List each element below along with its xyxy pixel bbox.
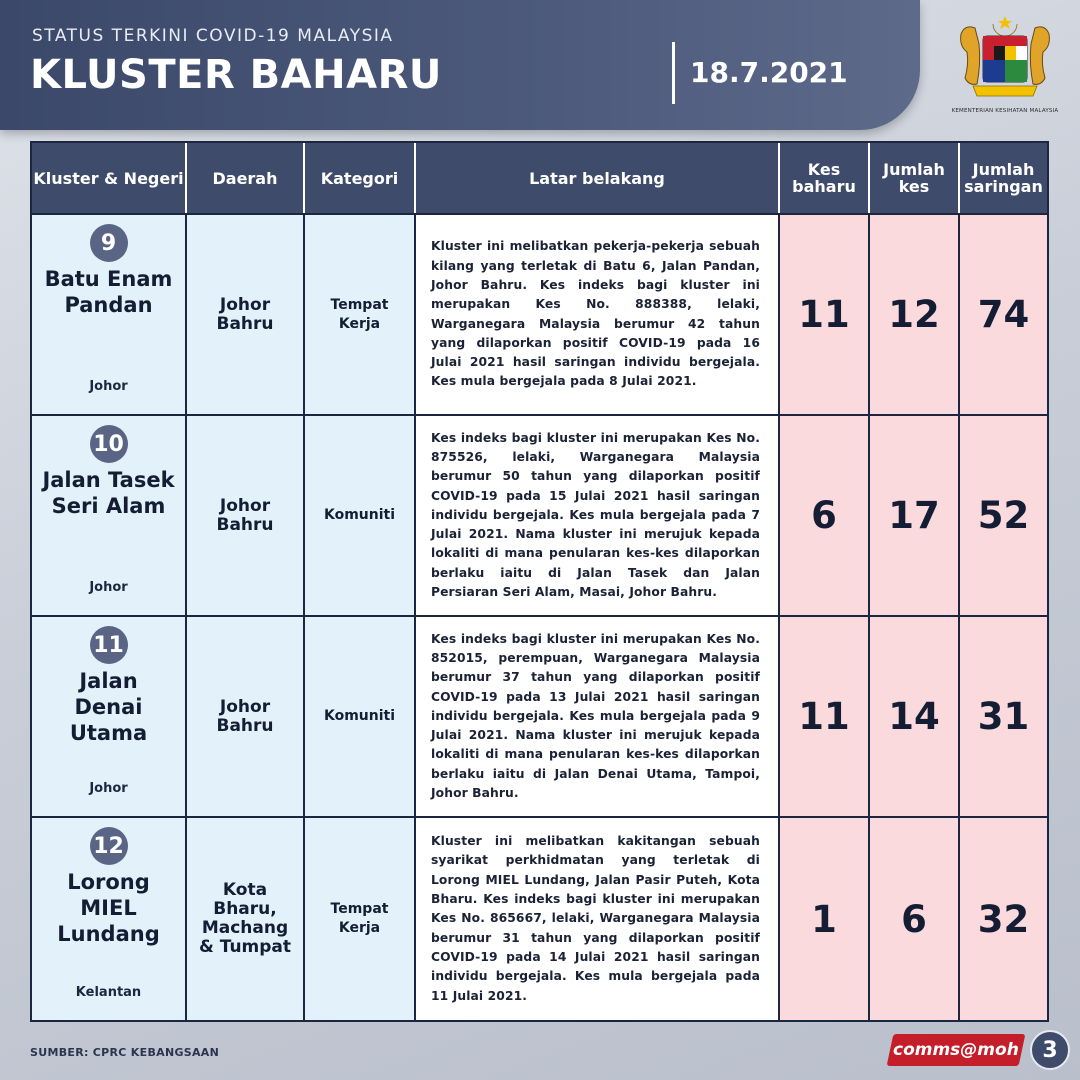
category-cell [305, 215, 416, 414]
total-screened-value: 52 [977, 494, 1030, 537]
background-cell [416, 617, 780, 816]
total-cases-value: 14 [888, 695, 940, 738]
state-name: Johor [89, 781, 128, 796]
background-cell [416, 818, 780, 1020]
district-name: Kota Bharu, Machang & Tumpat [198, 880, 292, 957]
cluster-cell [32, 416, 187, 615]
cluster-name: Batu Enam Pandan [44, 267, 173, 317]
cluster-table [30, 141, 1049, 1022]
state-name: Johor [89, 379, 128, 394]
header-banner [0, 0, 920, 130]
page-number: 3 [1030, 1030, 1070, 1070]
cluster-cell [32, 215, 187, 414]
cluster-name: Jalan Denai Utama [69, 669, 148, 745]
background-text: Kluster ini melibatkan pekerja-pekerja sebuah kilang yang terletak di Batu 6, Jalan Pandan, Johor Bahru. Kes indeks bagi kluster ini merupakan Kes No. 888388, lelaki, Warganegara Malaysia berumur 42 tahun yang dilaporkan positif COVID-19 pada 16 Julai 2021 hasil saringan individu bergejala. Kes mula bergejala pada 8 Julai 2021. [431, 239, 760, 389]
new-cases-value: 6 [811, 494, 837, 537]
table-header [32, 143, 1047, 213]
new-cases-value: 11 [798, 293, 850, 336]
background-text: Kluster ini melibatkan kakitangan sebuah syarikat perkhidmatan yang terletak di Lorong MIEL Lundang, Jalan Pasir Puteh, Kota Bharu. Kes indeks bagi kluster ini merupakan Kes No. 865667, lelaki, Warganegara Malaysia berumur 31 tahun yang dilaporkan positif COVID-19 pada 14 Julai 2021 hasil saringan individu bergejala. Kes mula bergejala pada 11 Julai 2021. [431, 834, 760, 1003]
header-subtitle: STATUS TERKINI COVID-19 MALAYSIA [32, 26, 394, 46]
new-cases-cell [780, 215, 870, 414]
cluster-number-badge: 11 [90, 626, 128, 664]
table-row [32, 213, 1047, 414]
cluster-name: Lorong MIEL Lundang [57, 870, 160, 946]
new-cases-cell [780, 416, 870, 615]
column-header-category: Kategori [305, 143, 416, 213]
column-header-total-cases: Jumlah kes [870, 143, 960, 213]
category-name: Tempat Kerja [330, 901, 389, 936]
ministry-crest [945, 14, 1065, 124]
district-name: Johor Bahru [216, 696, 274, 736]
total-screened-cell [960, 617, 1047, 816]
background-cell [416, 215, 780, 414]
background-cell [416, 416, 780, 615]
total-cases-cell [870, 818, 960, 1020]
source-credit: SUMBER: CPRC KEBANGSAAN [30, 1046, 220, 1059]
report-date: 18.7.2021 [690, 56, 848, 89]
coat-of-arms-icon [955, 14, 1055, 106]
category-name: Komuniti [323, 507, 396, 523]
new-cases-value: 11 [798, 695, 850, 738]
category-name: Komuniti [323, 708, 396, 724]
total-cases-cell [870, 215, 960, 414]
category-cell [305, 617, 416, 816]
total-cases-cell [870, 617, 960, 816]
district-cell [187, 215, 305, 414]
total-cases-value: 6 [901, 897, 927, 941]
table-row [32, 615, 1047, 816]
column-header-district: Daerah [187, 143, 305, 213]
district-cell [187, 617, 305, 816]
total-screened-value: 31 [977, 695, 1030, 738]
total-screened-cell [960, 416, 1047, 615]
page-title: KLUSTER BAHARU [30, 52, 442, 98]
column-header-total-screened: Jumlah saringan [964, 160, 1043, 196]
cluster-number-badge: 10 [90, 425, 128, 463]
category-cell [305, 818, 416, 1020]
district-cell [187, 818, 305, 1020]
state-name: Kelantan [75, 985, 142, 1000]
ministry-label: KEMENTERIAN KESIHATAN MALAYSIA [951, 108, 1059, 114]
cluster-cell [32, 617, 187, 816]
state-name: Johor [89, 580, 128, 595]
district-cell [187, 416, 305, 615]
header-divider [672, 42, 675, 104]
total-cases-value: 12 [888, 293, 940, 336]
total-screened-value: 32 [977, 897, 1030, 941]
total-cases-cell [870, 416, 960, 615]
cluster-number-badge: 9 [90, 224, 128, 262]
brand-label: comms@moh [893, 1040, 1019, 1060]
category-name: Tempat Kerja [330, 296, 389, 332]
category-cell [305, 416, 416, 615]
cluster-number-badge: 12 [90, 827, 128, 865]
background-text: Kes indeks bagi kluster ini merupakan Kes No. 852015, perempuan, Warganegara Malaysia berumur 37 tahun yang dilaporkan positif COVID-19 pada 13 Julai 2021 hasil saringan individu bergejala. Kes mula bergejala pada 9 Julai 2021. Nama kluster ini merujuk kepada lokaliti di mana penularan kes-kes dilaporkan berlaku iaitu di Jalan Denai Utama, Tampoi, Johor Bahru. [431, 631, 760, 801]
brand-badge [887, 1034, 1026, 1066]
district-name: Johor Bahru [216, 294, 274, 334]
new-cases-cell [780, 818, 870, 1020]
total-screened-cell [960, 818, 1047, 1020]
cluster-name: Jalan Tasek Seri Alam [42, 468, 175, 518]
total-screened-cell [960, 215, 1047, 414]
column-header-new-cases: Kes baharu [780, 143, 870, 213]
total-cases-value: 17 [888, 494, 940, 537]
district-name: Johor Bahru [216, 495, 274, 535]
background-text: Kes indeks bagi kluster ini merupakan Kes No. 875526, lelaki, Warganegara Malaysia berumur 50 tahun yang dilaporkan positif COVID-19 pada 15 Julai 2021 hasil saringan individu bergejala. Kes mula bergejala pada 7 Julai 2021. Nama kluster ini merujuk kepada lokaliti di mana penularan kes-kes dilaporkan berlaku iaitu di Jalan Tasek dan Jalan Persiaran Seri Alam, Masai, Johor Bahru. [431, 430, 760, 600]
new-cases-cell [780, 617, 870, 816]
table-row [32, 414, 1047, 615]
column-header-background: Latar belakang [416, 143, 780, 213]
cluster-cell [32, 818, 187, 1020]
total-screened-value: 74 [977, 293, 1030, 336]
table-row [32, 816, 1047, 1020]
new-cases-value: 1 [811, 897, 837, 941]
column-header-cluster: Kluster & Negeri [32, 143, 187, 213]
